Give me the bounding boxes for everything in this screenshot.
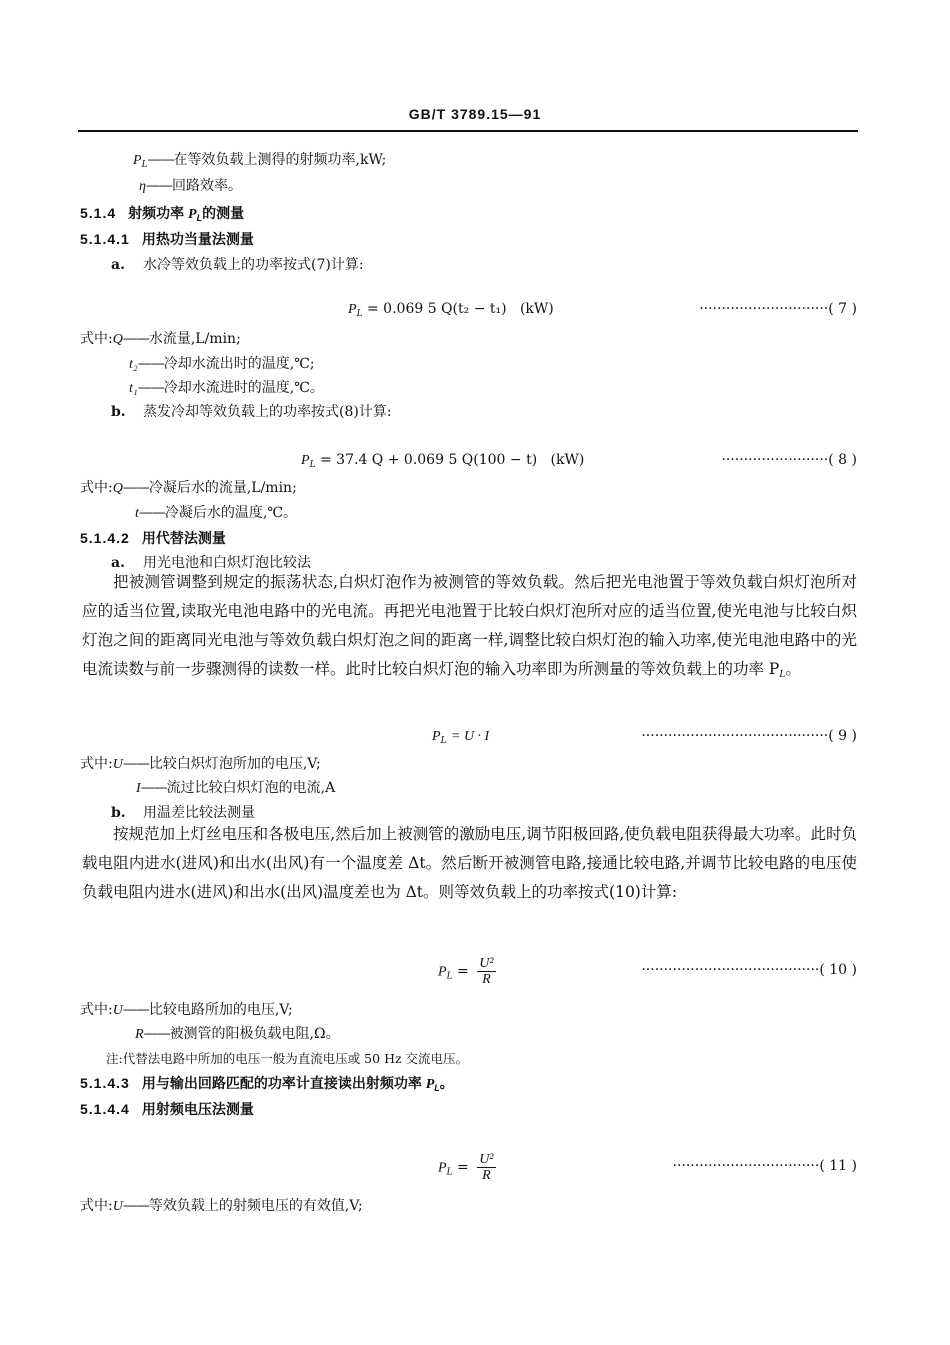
header-rule [78,130,858,132]
section-heading-5-1-4-3: 5.1.4.3 用与输出回路匹配的功率计直接读出射频功率 $P_L$。 [80,1075,454,1093]
fraction: $\frac{\text{U²}}{R}$ [479,1152,494,1183]
equation-10-number: ········································( 10 ) [641,962,857,978]
section-heading-5-1-4-4: 5.1.4.4 用射频电压法测量 [80,1101,254,1117]
equation-9: $P_L = U \cdot I$ [432,729,490,746]
where-u-eq9: 式中:U——比较白炽灯泡所加的电压,V; [80,756,321,772]
equation-8-number: ························( 8 ) [721,452,857,468]
standard-code-header: GB/T 3789.15—91 [408,106,542,122]
equation-11: $P_L$ = $\frac{\text{U²}}{R}$ [438,1152,494,1183]
definition-pl: $P_L——$在等效负载上测得的射频功率,kW; [133,152,387,170]
where-t: t——冷凝后水的温度,℃。 [135,505,298,521]
section-heading-5-1-4-1: 5.1.4.1 用热功当量法测量 [80,231,254,247]
where-q-eq7: 式中:Q——水流量,L/min; [80,331,241,347]
where-u-eq11: 式中:U——等效负载上的射频电压的有效值,V; [80,1198,363,1214]
equation-10: $P_L$ = $\frac{\text{U²}}{R}$ [438,956,494,987]
fraction: $\frac{\text{U²}}{R}$ [479,956,494,987]
equation-9-number: ··········································( 9 ) [641,728,857,744]
note-substitution-voltage: 注:代替法电路中所加的电压一般为直流电压或 50 Hz 交流电压。 [106,1051,469,1066]
where-q-eq8: 式中:Q——冷凝后水的流量,L/min; [80,480,297,496]
section-heading-5-1-4-2: 5.1.4.2 用代替法测量 [80,530,226,546]
definition-eta: η——回路效率。 [139,178,242,194]
equation-8: $P_L = 37.4$ Q + 0.069 5 Q(100 − t) (kW) [301,452,585,470]
equation-11-number: ·································( 11 ) [672,1158,857,1174]
item-a-photocell: a. 用光电池和白炽灯泡比较法 [111,555,311,571]
item-b-temperature-diff: b. 用温差比较法测量 [111,805,255,821]
section-heading-5-1-4: 5.1.4 射频功率 $P_L$的测量 [80,205,245,223]
where-i-eq9: I——流过比较白炽灯泡的电流,A [136,780,336,796]
item-a-water-cooled: a. 水冷等效负载上的功率按式(7)计算: [111,257,364,273]
paragraph-temperature-method: 按规范加上灯丝电压和各极电压,然后加上被测管的激励电压,调节阳极回路,使负载电阻获得最大功率。此时负载电阻内进水(进风)和出水(出风)有一个温度差 Δt。然后断开被测管电路,接通比较电路,并调节比较电路的电压使负载电阻内进水(进风)和出水(出风)温度差也为 Δt。则等效负载上的功率按式(10)计算: [82,825,857,901]
where-t1: t₁——冷却水流进时的温度,℃。 [129,380,324,396]
where-t2: t₂——冷却水流出时的温度,℃; [129,356,315,372]
paragraph-photocell-method: 把被测管调整到规定的振荡状态,白炽灯泡作为被测管的等效负载。然后把光电池置于等效负载白炽灯泡所对应的适当位置,读取光电池电路中的光电流。再把光电池置于比较白炽灯泡所对应的适当位置,使光电池与比较白炽灯泡之间的距离同光电池与等效负载白炽灯泡之间的距离一样,调整比较白炽灯泡的输入功率,使光电池电路中的光电流读数与前一步骤测得的读数一样。此时比较白炽灯泡的输入功率即为所测量的等效负载上的功率 $P_L$。 [82,573,857,680]
equation-7: $P_L = 0.069$ 5 Q(t₂ − t₁) (kW) [348,301,554,319]
where-r-eq10: R——被测管的阳极负载电阻,Ω。 [135,1026,340,1042]
item-b-evaporative: b. 蒸发冷却等效负载上的功率按式(8)计算: [111,404,392,420]
equation-7-number: ·····························( 7 ) [699,301,857,317]
where-u-eq10: 式中:U——比较电路所加的电压,V; [80,1002,293,1018]
